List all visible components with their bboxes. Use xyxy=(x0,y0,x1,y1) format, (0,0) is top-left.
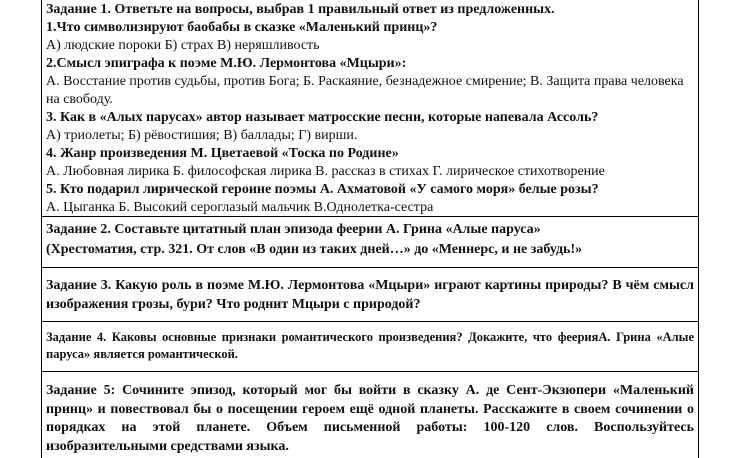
task5-text: Задание 5: Сочините эпизод, который мог бы войти в сказку А. де Сент-Экзюпери «Маленький принц» и повествовал бы о посещении героем ещё одной планеты. Расскажите в своем сочинении о порядках на этой планете. Объем письменной работы: 100-120 слов. Воспользуйтесь изобразительными средствами языка. xyxy=(46,383,694,454)
task2-line-1: Задание 2. Составьте цитатный план эпизода феерии А. Грина «Алые паруса» xyxy=(46,222,541,237)
task1-block xyxy=(42,0,698,217)
task1-question-1: 1.Что символизируют баобабы в сказке «Маленький принц»? xyxy=(46,20,438,35)
task4-text: Задание 4. Каковы основные признаки романтического произведения? Докажите, что феерияА. Грина «Алые паруса» является романтической. xyxy=(46,330,694,361)
task1-answers-1: А) людские пороки Б) страх В) неряшливость xyxy=(46,38,320,53)
task4-block xyxy=(42,322,698,372)
task1-answers-3: А) триолеты; Б) рёвостишия; В) баллады; Г) вирши. xyxy=(46,128,358,143)
task1-question-5: 5. Кто подарил лирической героине поэмы А. Ахматовой «У самого моря» белые розы? xyxy=(46,182,599,197)
task1-answers-2: А. Восстание против судьбы, против Бога; Б. Раскаяние, безнадежное смирение; В. Защита права человека на свободу. xyxy=(46,74,684,107)
task3-block xyxy=(42,268,698,322)
task2-line-2: (Хрестоматия, стр. 321. От слов «В один из таких дней…» до «Меннерс, и не забудь!» xyxy=(46,242,583,257)
assignment-sheet xyxy=(41,0,699,458)
task1-title: Задание 1. Ответьте на вопросы, выбрав 1 правильный ответ из предложенных. xyxy=(46,2,555,17)
task1-question-3: 3. Как в «Алых парусах» автор называет матросские песни, которые напевала Ассоль? xyxy=(46,110,599,125)
task1-question-4: 4. Жанр произведения М. Цветаевой «Тоска по Родине» xyxy=(46,146,399,161)
task3-text: Задание 3. Какую роль в поэме М.Ю. Лермонтова «Мцыри» играют картины природы? В чём смысл изображения грозы, бури? Что роднит Мцыри с природой? xyxy=(46,278,694,312)
task1-answers-4: А. Любовная лирика Б. философская лирика В. рассказ в стихах Г. лирическое стихотворение xyxy=(46,164,605,179)
task1-question-2: 2.Смысл эпиграфа к поэме М.Ю. Лермонтова «Мцыри»: xyxy=(46,56,407,71)
task1-answers-5: А. Цыганка Б. Высокий сероглазый мальчик В.Однолетка-сестра xyxy=(46,200,434,215)
task2-block xyxy=(42,217,698,268)
task5-block xyxy=(42,372,698,458)
